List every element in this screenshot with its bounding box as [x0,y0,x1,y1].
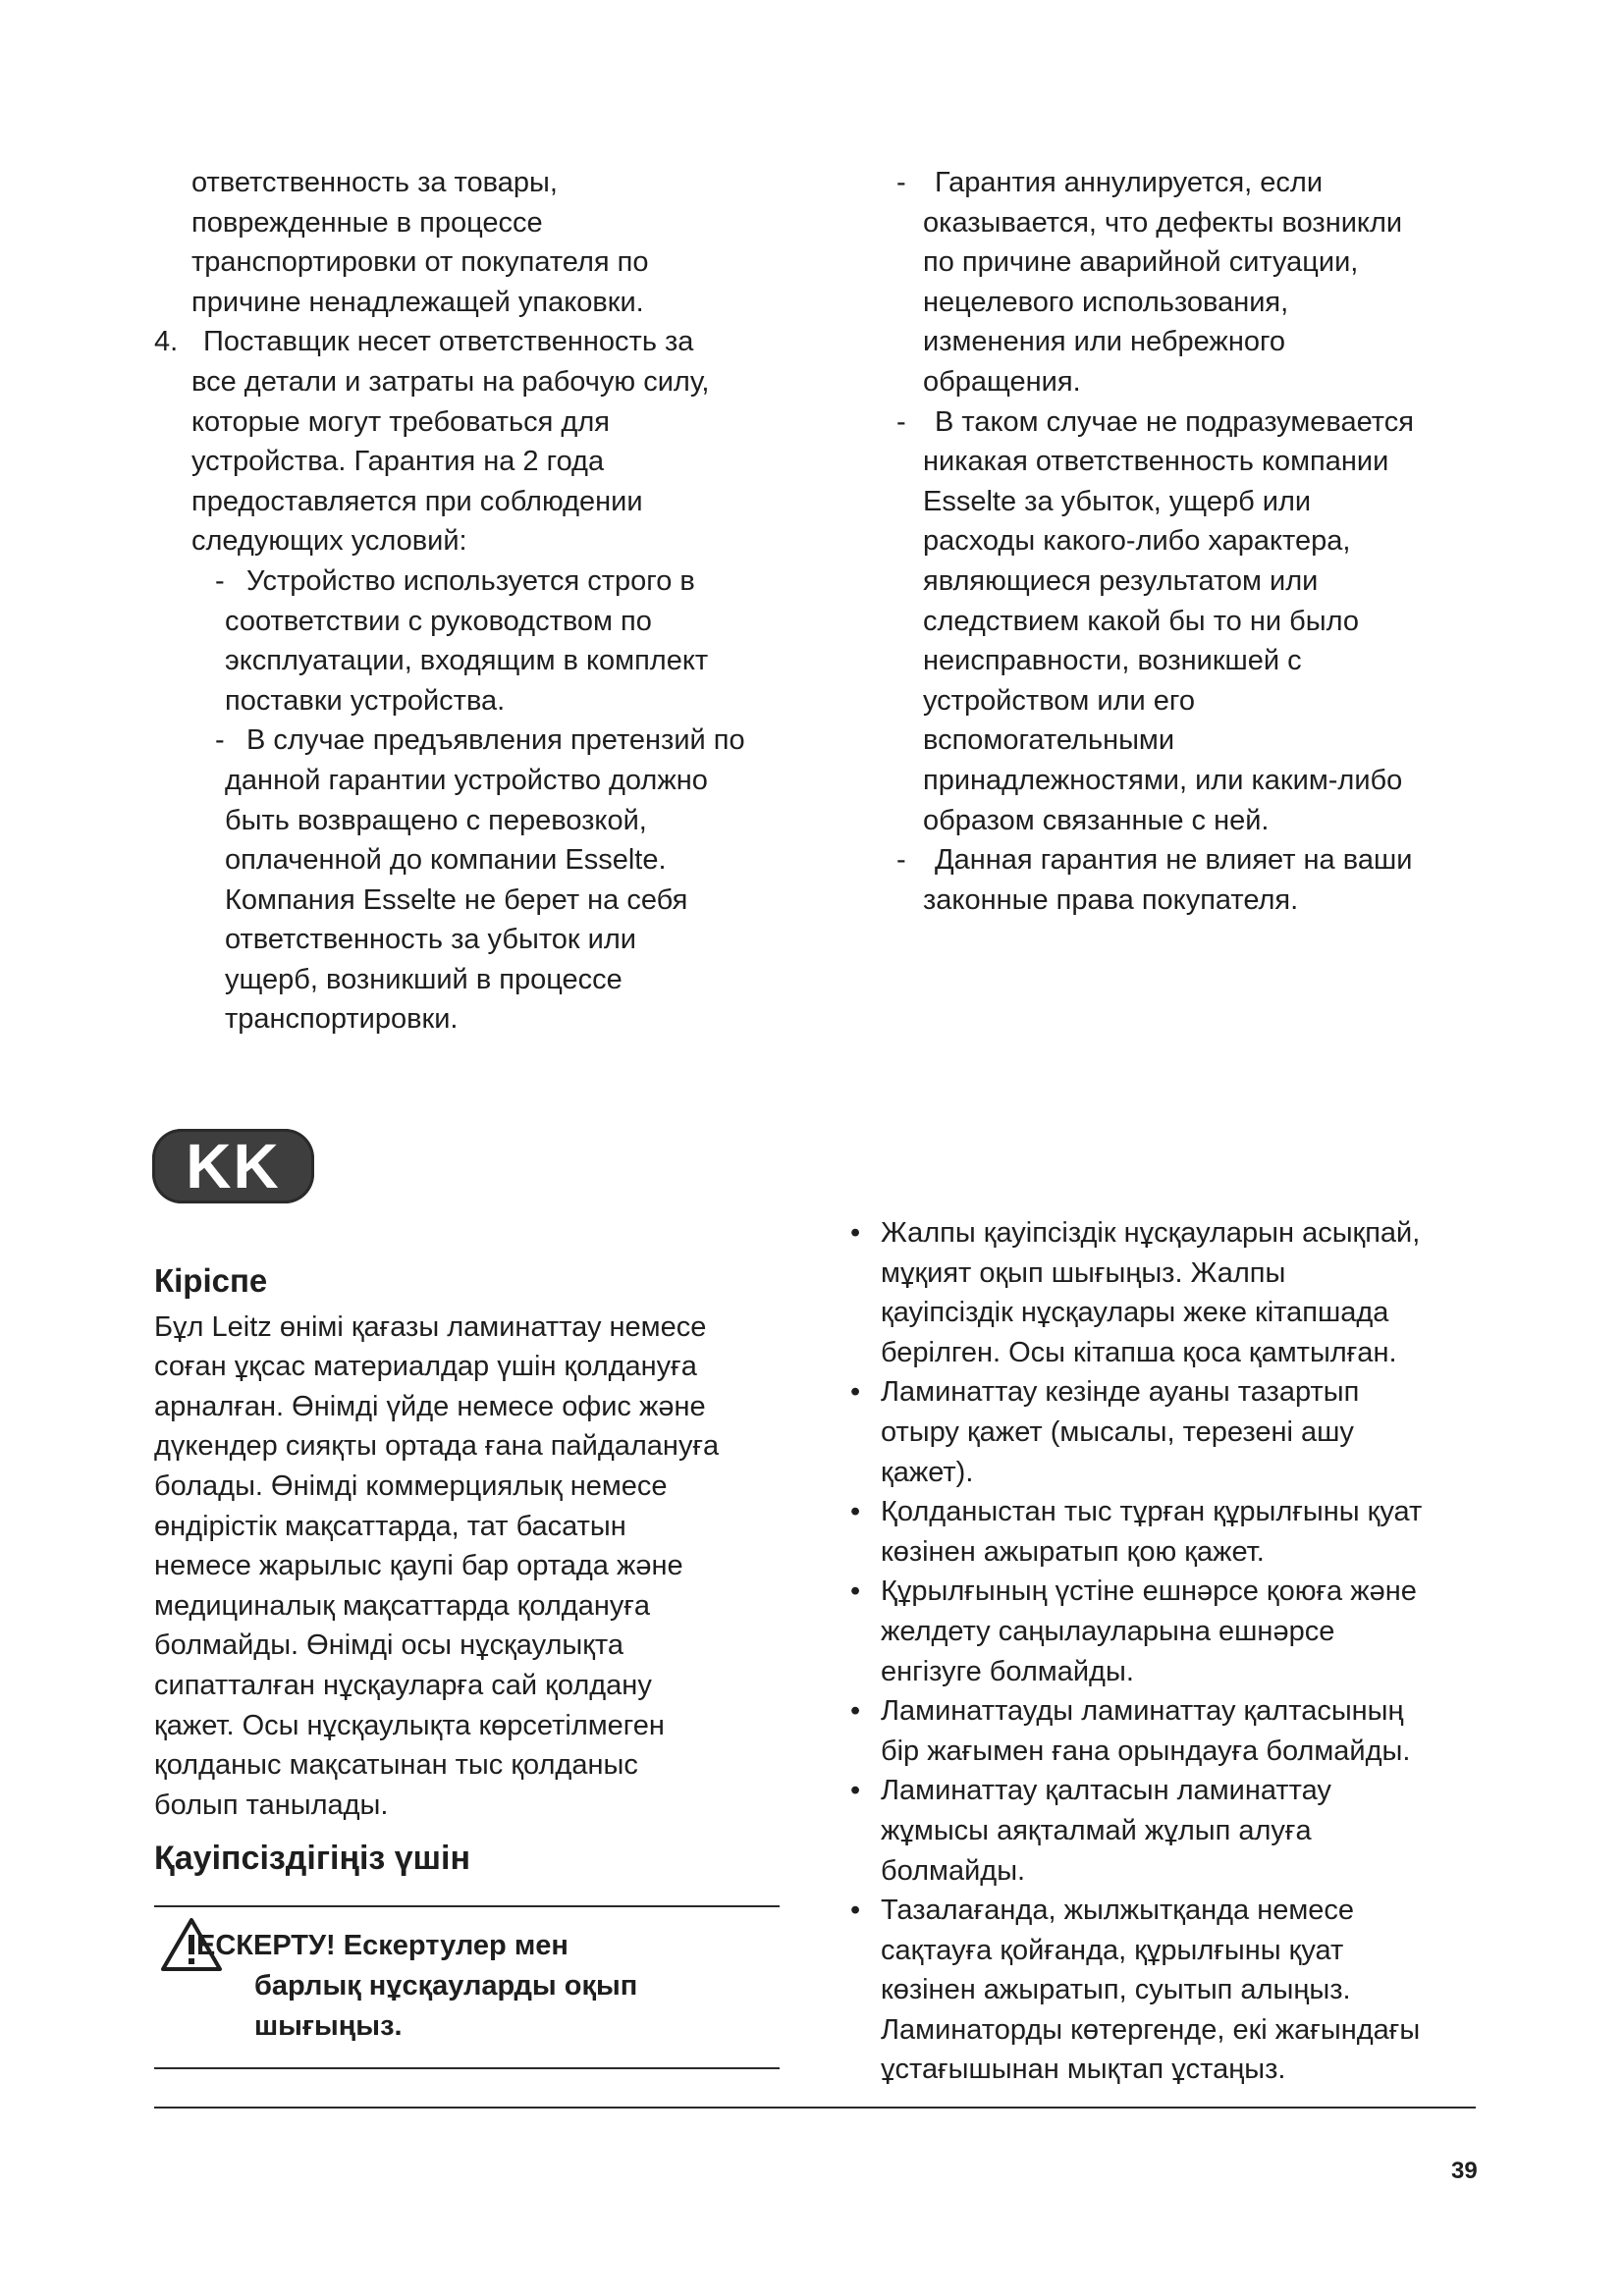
warning-text [196,1926,746,2047]
text-line: дүкендер сияқты ортада ғана пайдалануға [154,1430,720,1463]
intro-paragraph [154,1308,792,1826]
dash-marker: - [896,405,906,438]
text-line: быть возвращено с перевозкой, [225,804,647,836]
text-line: Данная гарантия не влияет на ваши [935,844,1413,877]
text-line: принадлежностями, или каким-либо [923,764,1403,796]
text-line: все детали и затраты на рабочую силу, [191,365,710,398]
text-line: өндірістік мақсаттарда, тат басатын [154,1510,626,1542]
warranty-dash-item-1 [896,163,1497,402]
dash-marker: - [896,167,906,198]
warning-top-rule [154,1905,780,1907]
text-line: медициналық мақсаттарда қолдануға [154,1589,651,1622]
text-line: образом связанные с ней. [923,804,1270,836]
condition-item-1 [191,561,820,721]
bullet-marker: • [850,1217,861,1249]
list-item [846,1891,1494,2090]
text-line: В случае предъявления претензий по [246,724,745,757]
text-line: Гарантия аннулируется, если [935,167,1324,198]
text-line: данной гарантии устройство должно [225,764,708,796]
list-item [846,1771,1494,1891]
safety-heading: Қауіпсіздігіңіз үшін [154,1840,471,1878]
text-line: енгізуге болмайды. [881,1655,1134,1687]
text-line: мұқият оқып шығыңыз. Жалпы [881,1256,1286,1289]
warning-line: шығыңыз. [254,2010,403,2042]
kk-left-column [154,1261,792,1880]
text-line: следствием какой бы то ни было [923,605,1359,637]
dash-marker: - [215,564,225,597]
text-line: ответственность за убыток или [225,924,636,956]
text-line: Бұл Leitz өнімі қағазы ламинаттау немесе [154,1310,707,1343]
bullet-marker: • [850,1695,861,1728]
text-line: законные права покупателя. [923,883,1299,916]
text-line: ответственность за товары, [191,167,558,198]
text-line: сақтауға қойғанда, құрылғыны қуат [881,1934,1344,1966]
text-line: Компания Esselte не берет на себя [225,883,688,916]
text-line: Ламинаттау кезінде ауаны тазартып [881,1376,1360,1409]
text-line: сипатталған нұсқауларға сай қолдану [154,1669,652,1701]
bullet-marker: • [850,1496,861,1528]
text-line: поврежденные в процессе [191,206,543,239]
list-item [846,1572,1494,1691]
text-line: поставки устройства. [225,684,506,717]
text-line: Қолданыстан тыс тұрған құрылғыны қуат [881,1496,1423,1528]
text-line: Ламинаттау қалтасын ламинаттау [881,1775,1331,1807]
text-line: эксплуатации, входящим в комплект [225,645,709,677]
text-line: предоставляется при соблюдении [191,485,643,517]
warning-line: барлық нұсқауларды оқып [254,1970,638,2002]
bullet-marker: • [850,1575,861,1608]
text-line: болады. Өнімді коммерциялық немесе [154,1469,668,1502]
text-line: транспортировки. [225,1003,459,1036]
text-line: Устройство используется строго в [246,564,695,597]
condition-item-2 [191,721,820,1040]
dash-marker: - [896,844,906,877]
text-line: являющиеся результатом или [923,564,1319,597]
text-line: болмайды. Өнімді осы нұсқаулықта [154,1629,623,1662]
text-line: Поставщик несет ответственность за [203,326,694,358]
text-line: причине ненадлежащей упаковки. [191,286,644,318]
text-line: берілген. Осы кітапша қоса қамтылған. [881,1336,1397,1368]
text-line: которые могут требоваться для [191,405,610,438]
text-line: никакая ответственность компании [923,446,1389,478]
text-line: Тазалағанда, жылжытқанда немесе [881,1895,1355,1927]
text-line: болып танылады. [154,1789,389,1821]
warning-bottom-rule [154,2067,780,2069]
text-line: Esselte за убыток, ущерб или [923,485,1312,517]
text-line: следующих условий: [191,525,467,558]
text-line: болмайды. [881,1854,1026,1887]
text-line: транспортировки от покупателя по [191,246,649,279]
text-line: обращения. [923,365,1081,398]
language-badge: KK [152,1129,314,1203]
text-line: по причине аварийной ситуации, [923,246,1359,279]
text-line: Ламинаттауды ламинаттау қалтасының [881,1695,1404,1728]
item-number: 4. [154,326,179,358]
footer-rule [154,2107,1476,2109]
text-line: көзінен ажыратып, суытып алыңыз. [881,1974,1351,2006]
text-line: көзінен ажыратып қою қажет. [881,1535,1265,1568]
text-line: вспомогательными [923,724,1175,757]
text-line: желдету саңылауларына ешнәрсе [881,1615,1335,1647]
text-line: изменения или небрежного [923,326,1286,358]
ru-right-column [896,163,1497,920]
text-line: Жалпы қауіпсіздік нұсқауларын асықпай, [881,1217,1421,1249]
list-item [846,1492,1494,1572]
text-line: арналған. Өнімді үйде немесе офис және [154,1390,706,1422]
numbered-item-4 [154,322,820,561]
text-line: соған ұқсас материалдар үшін қолдануға [154,1351,697,1383]
list-item [846,1213,1494,1372]
warning-line: ЕСКЕРТУ! Ескертулер мен [196,1930,568,1961]
text-line: ущерб, возникший в процессе [225,963,623,995]
text-line: оказывается, что дефекты возникли [923,206,1403,239]
warranty-dash-item-2 [896,402,1497,841]
text-line: соответствии с руководством по [225,605,652,637]
text-line: отыру қажет (мысалы, терезені ашу [881,1415,1354,1448]
bullet-marker: • [850,1775,861,1807]
text-line: расходы какого-либо характера, [923,525,1351,558]
text-line: оплаченной до компании Esselte. [225,844,667,877]
text-line: қауіпсіздік нұсқаулары жеке кітапшада [881,1297,1389,1329]
text-line: ұстағышынан мықтап ұстаңыз. [881,2054,1286,2086]
bullet-marker: • [850,1895,861,1927]
kk-right-column [846,1213,1494,2090]
text-line: бір жағымен ғана орындауға болмайды. [881,1735,1411,1767]
dash-marker: - [215,724,225,757]
text-line: немесе жарылыс қаупі бар ортада және [154,1550,683,1582]
warranty-dash-item-3 [896,840,1497,920]
text-line: В таком случае не подразумевается [935,405,1414,438]
text-line: жұмысы аяқталмай жұлып алуға [881,1814,1312,1846]
text-line: қажет. Осы нұсқаулықта көрсетілмеген [154,1709,665,1741]
intro-heading: Кіріспе [154,1262,268,1299]
text-line: неисправности, возникшей с [923,645,1302,677]
list-item [846,1691,1494,1771]
ru-left-column [154,163,820,1040]
text-line: қолданыс мақсатынан тыс қолданыс [154,1749,638,1782]
text-line: Ламинаторды көтергенде, екі жағындағы [881,2013,1421,2046]
text-line: устройства. Гарантия на 2 года [191,446,605,478]
text-line: қажет). [881,1456,974,1488]
text-line: нецелевого использования, [923,286,1289,318]
bullet-marker: • [850,1376,861,1409]
text-line: Құрылғының үстіне ешнәрсе қоюға және [881,1575,1417,1608]
list-item [846,1372,1494,1492]
page-number: 39 [1451,2158,1478,2184]
text-line: устройством или его [923,684,1195,717]
